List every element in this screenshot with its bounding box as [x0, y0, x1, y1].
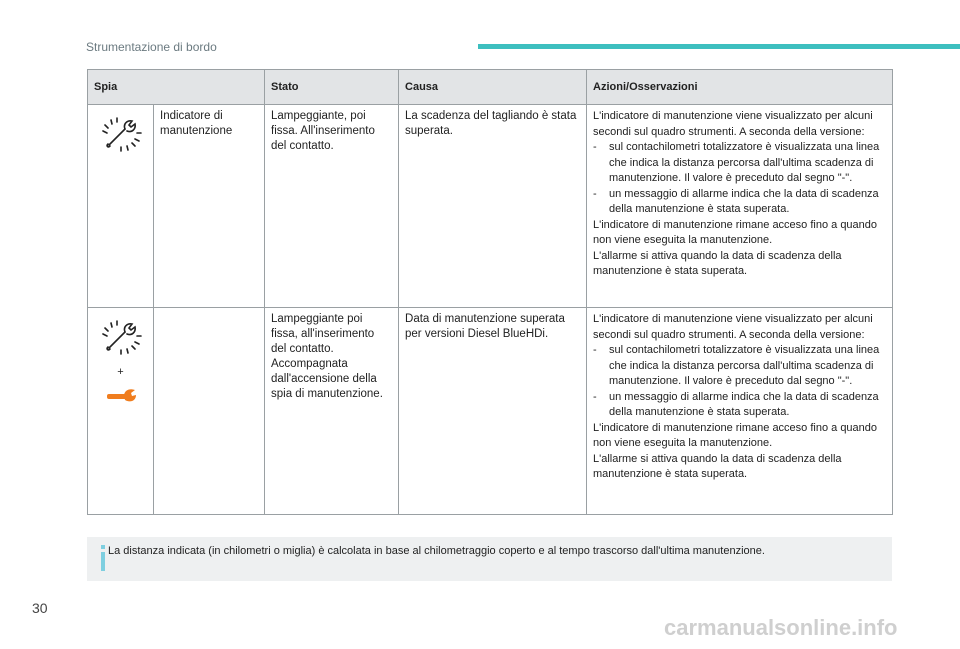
actions-paragraph: L'allarme si attiva quando la data di scadenza della manutenzione è stata superata.	[593, 452, 842, 480]
col-header-stato: Stato	[265, 70, 399, 105]
page-number: 30	[32, 600, 48, 616]
list-item: - sul contachilometri totalizzatore è visualizzata una linea che indica la distanza percorsa dall'ultima scadenza di manutenzione. Il valore è preceduto dal segno "-".	[593, 141, 880, 184]
maintenance-wrench-icon	[99, 318, 143, 358]
list-item: - sul contachilometri totalizzatore è visualizzata una linea che indica la distanza percorsa dall'ultima scadenza di manutenzione. Il valore è preceduto dal segno "-".	[593, 344, 880, 387]
table-row	[88, 105, 893, 308]
cause-cell: La scadenza del tagliando è stata superata.	[399, 105, 587, 308]
col-header-azioni: Azioni/Osservazioni	[587, 70, 893, 105]
actions-intro: L'indicatore di manutenzione viene visualizzato per alcuni secondi sul quadro strumenti. A seconda della versione:	[593, 110, 873, 138]
section-title: Strumentazione di bordo	[86, 40, 217, 54]
light-name	[154, 308, 265, 515]
state-cell: Lampeggiante poi fissa, all'inserimento del contatto. Accompagnata dall'accensione della spia di manutenzione.	[265, 308, 399, 515]
icon-cell	[88, 105, 154, 308]
maintenance-wrench-icon	[99, 115, 143, 155]
actions-cell	[587, 308, 893, 515]
info-note	[87, 537, 892, 581]
actions-paragraph: L'allarme si attiva quando la data di scadenza della manutenzione è stata superata.	[593, 249, 842, 277]
warning-lights-table	[87, 69, 893, 515]
light-name: Indicatore di manutenzione	[154, 105, 265, 308]
section-accent-bar	[478, 44, 960, 49]
watermark: carmanualsonline.info	[664, 615, 898, 640]
icon-cell	[88, 308, 154, 515]
plus-sign: +	[117, 366, 124, 378]
actions-paragraph: L'indicatore di manutenzione rimane acceso fino a quando non viene eseguita la manutenzione.	[593, 218, 878, 246]
state-cell: Lampeggiante, poi fissa. All'inserimento del contatto.	[265, 105, 399, 308]
orange-wrench-icon	[104, 386, 138, 406]
col-header-spia: Spia	[88, 70, 265, 105]
list-item: - un messaggio di allarme indica che la data di scadenza della manutenzione è stata superata.	[593, 390, 879, 418]
table-header-row	[88, 70, 893, 105]
actions-cell	[587, 105, 893, 308]
cause-cell: Data di manutenzione superata per versioni Diesel BlueHDi.	[399, 308, 587, 515]
col-header-causa: Causa	[399, 70, 587, 105]
actions-paragraph: L'indicatore di manutenzione rimane acceso fino a quando non viene eseguita la manutenzione.	[593, 421, 878, 449]
actions-intro: L'indicatore di manutenzione viene visualizzato per alcuni secondi sul quadro strumenti. A seconda della versione:	[593, 313, 873, 341]
info-note-text: La distanza indicata (in chilometri o miglia) è calcolata in base al chilometraggio coperto e al tempo trascorso dall'ultima manutenzione.	[108, 545, 765, 557]
table-row	[88, 308, 893, 515]
list-item: - un messaggio di allarme indica che la data di scadenza della manutenzione è stata superata.	[593, 187, 879, 215]
